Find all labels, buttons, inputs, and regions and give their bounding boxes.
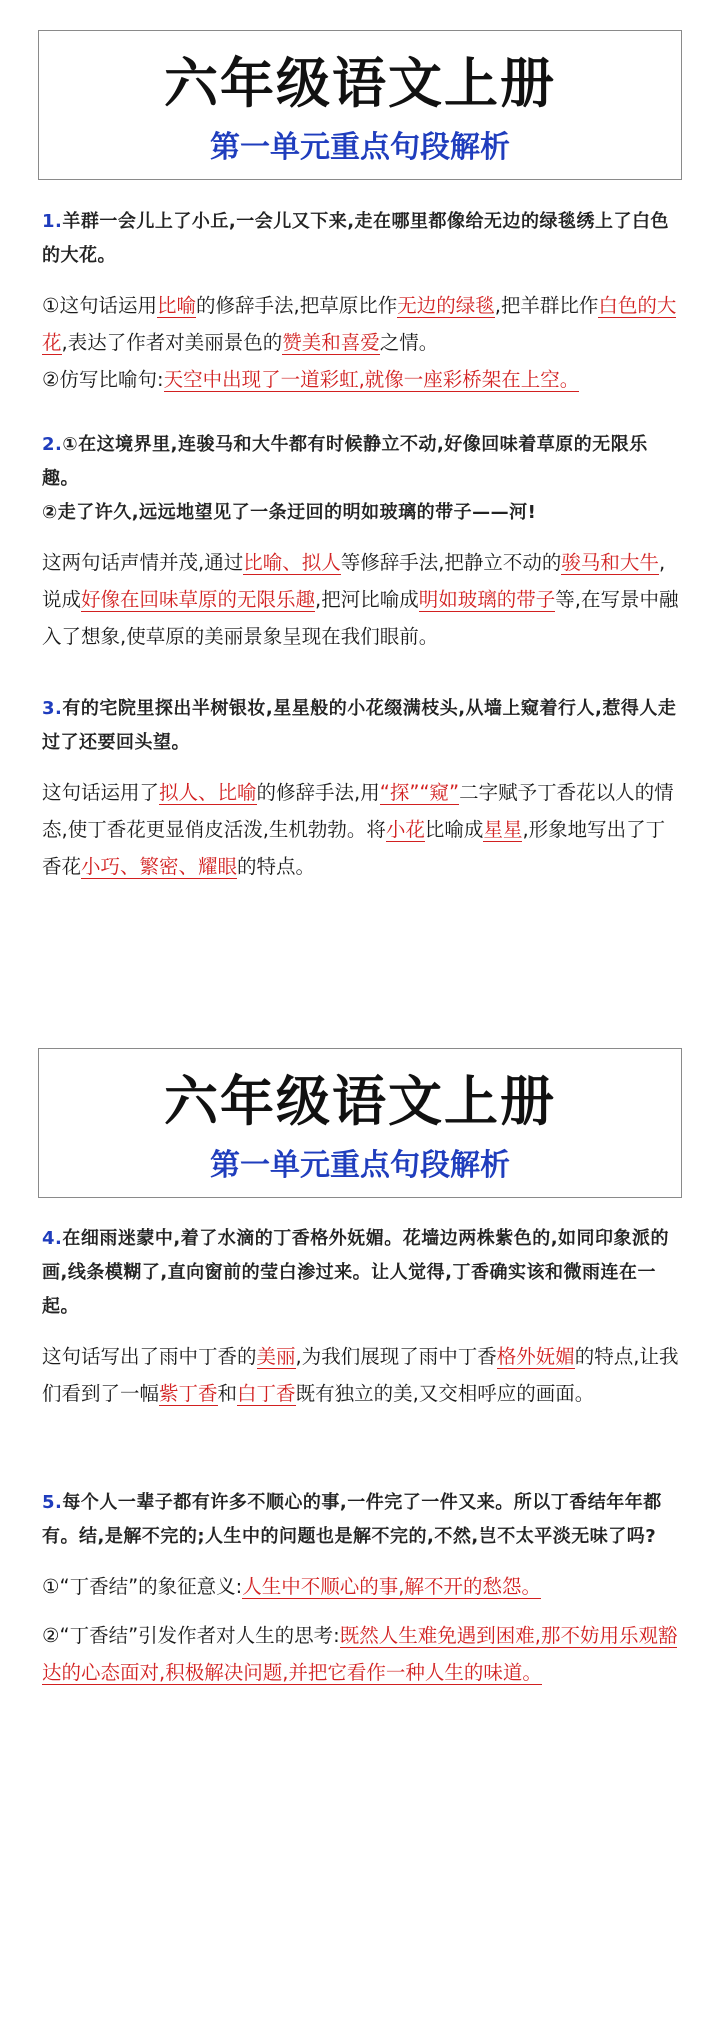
answer-text: 和 <box>217 1382 238 1405</box>
question-3 <box>42 692 682 760</box>
answer-text: ,为我们展现了雨中丁香 <box>295 1345 497 1368</box>
answer-highlight: 人生中不顺心的事,解不开的愁怨。 <box>242 1575 541 1598</box>
answer-text: 之情。 <box>379 331 439 354</box>
answer-highlight: 比喻 <box>156 294 196 317</box>
answer-highlight: 小花 <box>385 818 425 841</box>
answer-highlight: 格外妩媚 <box>496 1345 575 1368</box>
answer-text: 的特点。 <box>237 855 316 878</box>
answer-text: ①“丁香结”的象征意义: <box>42 1575 243 1598</box>
question-4 <box>42 1222 682 1324</box>
answer-text: 既有独立的美,又交相呼应的画面。 <box>295 1382 595 1405</box>
question-block-3 <box>42 692 682 885</box>
question-1 <box>42 205 682 273</box>
answer-text: 这句话运用了 <box>42 781 160 804</box>
answer-text: 等修辞手法,把静立不动的 <box>340 551 562 574</box>
answer-text: ,形象地写出了丁香花 <box>42 818 666 878</box>
answer-highlight: 明如玻璃的带子 <box>418 588 556 611</box>
question-number: 2. <box>42 434 63 455</box>
answer-highlight: “探”“窥” <box>379 781 460 804</box>
answer-2 <box>42 544 682 655</box>
answer-highlight: 天空中出现了一道彩虹,就像一座彩桥架在上空。 <box>163 368 580 391</box>
question-5 <box>42 1486 682 1554</box>
question-block-2 <box>42 428 682 655</box>
answer-highlight: 骏马和大牛 <box>561 551 659 574</box>
question-number: 5. <box>42 1492 63 1513</box>
answer-highlight: 小巧、繁密、耀眼 <box>81 855 238 878</box>
question-2 <box>42 428 682 496</box>
answer-text: ,说成 <box>42 551 666 611</box>
question-number: 1. <box>42 211 63 232</box>
question-text: 在细雨迷蒙中,着了水滴的丁香格外妩媚。花墙边两株紫色的,如同印象派的画,线条模糊了,直向窗前的莹白渗过来。让人觉得,丁香确实该和微雨连在一起。 <box>42 1228 670 1317</box>
question-number: 3. <box>42 698 63 719</box>
header-box-2 <box>38 1048 682 1198</box>
answer-text: 这句话写出了雨中丁香的 <box>42 1345 257 1368</box>
answer-highlight: 紫丁香 <box>159 1382 218 1405</box>
question-text: 羊群一会儿上了小丘,一会儿又下来,走在哪里都像给无边的绿毯绣上了白色的大花。 <box>42 211 670 266</box>
answer-highlight: 拟人、比喻 <box>159 781 257 804</box>
question-text: ①在这境界里,连骏马和大牛都有时候静立不动,好像回味着草原的无限乐趣。 <box>42 434 648 489</box>
answer-text: ②仿写比喻句: <box>42 368 164 391</box>
question-text: 每个人一辈子都有许多不顺心的事,一件完了一件又来。所以丁香结年年都有。结,是解不完的;人生中的问题也是解不完的,不然,岂不太平淡无味了吗? <box>42 1492 662 1547</box>
answer-text: 比喻成 <box>424 818 484 841</box>
answer-text: ①这句话运用 <box>42 294 157 317</box>
answer-text: 的特点,让我们看到了一幅 <box>42 1345 679 1405</box>
page-subtitle: 第一单元重点句段解析 <box>210 130 510 165</box>
answer-5-part-2 <box>42 1617 682 1691</box>
answer-highlight: 星星 <box>483 818 523 841</box>
answer-highlight: 美丽 <box>256 1345 296 1368</box>
answer-text: 这两句话声情并茂,通过 <box>42 551 244 574</box>
answer-highlight: 赞美和喜爱 <box>282 331 380 354</box>
answer-4 <box>42 1338 682 1412</box>
answer-highlight: 白色的大花 <box>42 294 677 354</box>
answer-3 <box>42 774 682 885</box>
answer-highlight: 好像在回味草原的无限乐趣 <box>81 588 316 611</box>
answer-text: ,把羊群比作 <box>494 294 599 317</box>
answer-highlight: 白丁香 <box>237 1382 296 1405</box>
answer-text: 等,在写景中融入了想象,使草原的美丽景象呈现在我们眼前。 <box>42 588 679 648</box>
answer-highlight: 既然人生难免遇到困难,那不妨用乐观豁达的心态面对,积极解决问题,并把它看作一种人生的味道。 <box>42 1624 678 1684</box>
question-text: 有的宅院里探出半树银妆,星星般的小花缀满枝头,从墙上窥着行人,惹得人走过了还要回头望。 <box>42 698 677 753</box>
answer-text: ②“丁香结”引发作者对人生的思考: <box>42 1624 340 1647</box>
answer-text: 二字赋予丁香花以人的情态,使丁香花更显俏皮活泼,生机勃勃。将 <box>42 781 674 841</box>
header-box-1 <box>38 30 682 180</box>
question-block-4 <box>42 1222 682 1412</box>
answer-text: 的修辞手法,把草原比作 <box>196 294 398 317</box>
question-block-1 <box>42 205 682 398</box>
page-title: 六年级语文上册 <box>164 1069 556 1133</box>
question-block-5 <box>42 1486 682 1691</box>
answer-1-part-2 <box>42 361 682 398</box>
answer-text: 的修辞手法,用 <box>256 781 380 804</box>
answer-1-part-1 <box>42 287 682 361</box>
answer-5-part-1 <box>42 1568 682 1605</box>
question-2-line-2: ②走了许久,远远地望见了一条迂回的明如玻璃的带子——河! <box>42 502 537 523</box>
answer-text: ,把河比喻成 <box>315 588 419 611</box>
answer-highlight: 比喻、拟人 <box>243 551 341 574</box>
page-title: 六年级语文上册 <box>164 51 556 115</box>
question-number: 4. <box>42 1228 63 1249</box>
answer-text: ,表达了作者对美丽景色的 <box>61 331 283 354</box>
answer-highlight: 无边的绿毯 <box>397 294 495 317</box>
page-subtitle: 第一单元重点句段解析 <box>210 1148 510 1183</box>
